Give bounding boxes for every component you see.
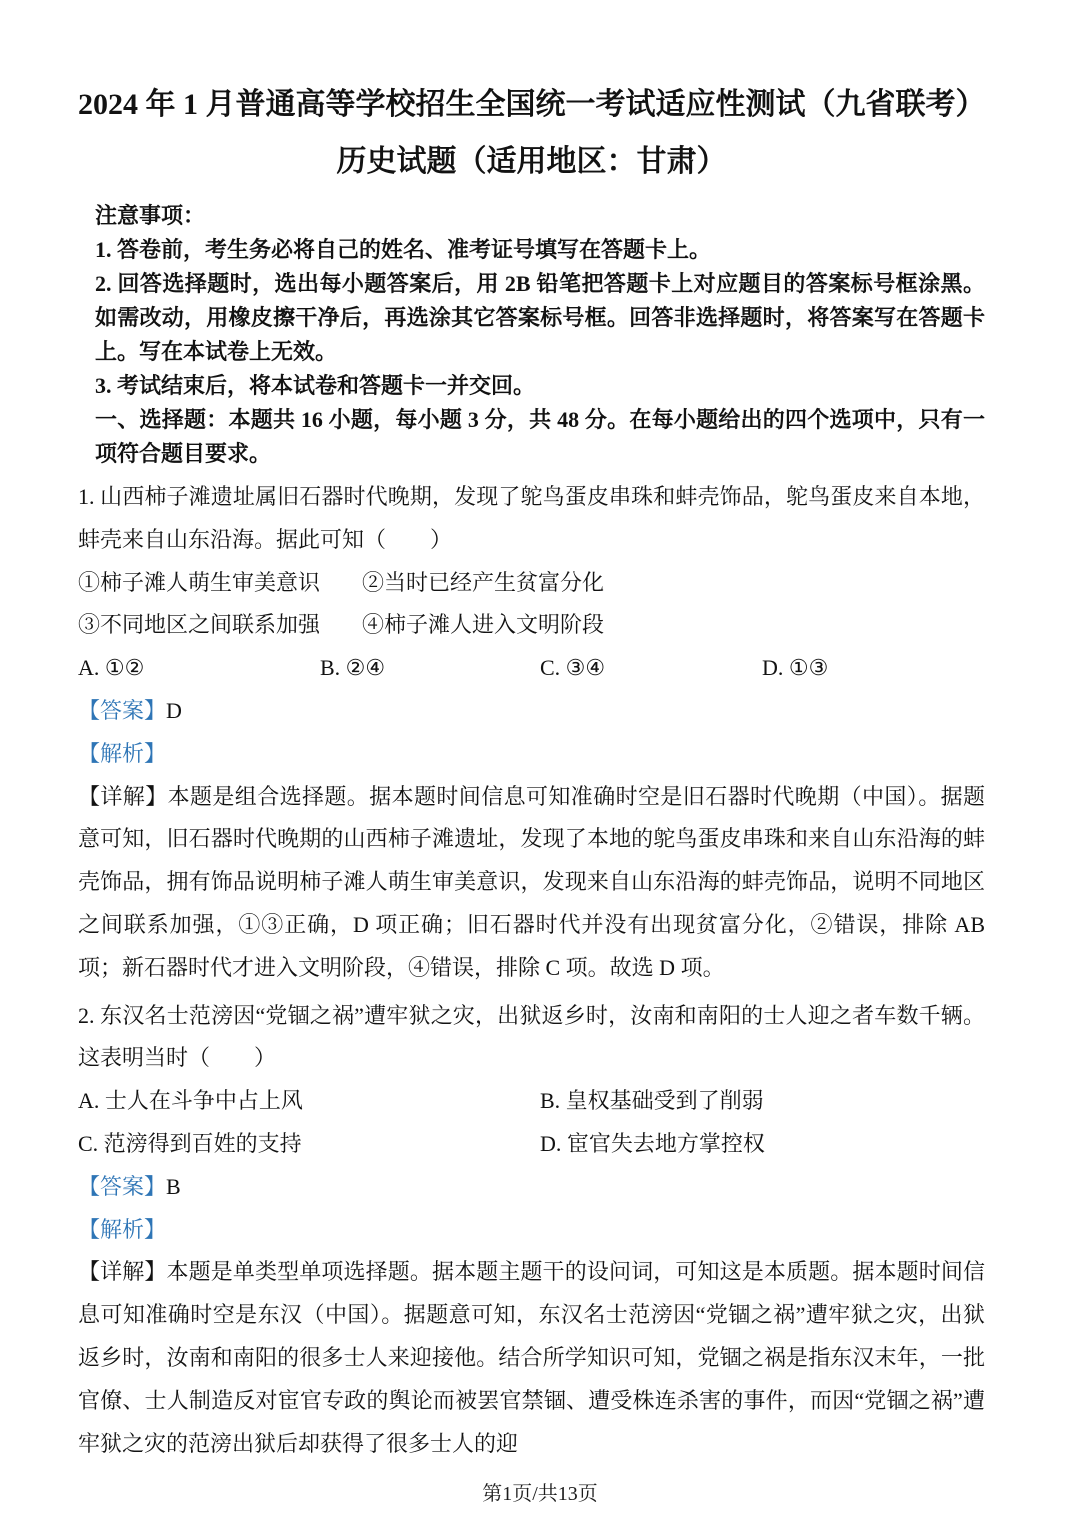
question-2 [78, 995, 985, 1466]
question-2-detail: 【详解】本题是单类型单项选择题。据本题主题干的设问词，可知这是本质题。据本题时间信息可知准确时空是东汉（中国）。据题意可知，东汉名士范滂因“党锢之祸”遭牢狱之灾，出狱返乡时，汝南和南阳的很多士人来迎接他。结合所学知识可知，党锢之祸是指东汉末年，一批官僚、士人制造反对宦官专政的舆论而被罢官禁锢、遭受株连杀害的事件，而因“党锢之祸”遭牢狱之灾的范滂出狱后却获得了很多士人的迎 [78, 1259, 985, 1456]
notice-item-2: 2. 回答选择题时，选出每小题答案后，用 2B 铅笔把答题卡上对应题目的答案标号框涂黑。如需改动，用橡皮擦干净后，再选涂其它答案标号框。回答非选择题时，将答案写在答题卡上。写在本试卷上无效。 [95, 271, 985, 364]
question-1-suboptions-row2 [78, 604, 985, 647]
question-2-answer-value: B [166, 1173, 181, 1199]
question-1-answer-label: 【答案】 [78, 697, 167, 723]
question-1-option-c: C. ③④ [540, 655, 606, 681]
question-1-options-row [78, 647, 985, 690]
question-2-options-row1 [78, 1080, 985, 1123]
question-1-detail: 【详解】本题是组合选择题。据本题时间信息可知准确时空是旧石器时代晚期（中国）。据题意可知，旧石器时代晚期的山西柿子滩遗址，发现了本地的鸵鸟蛋皮串珠和来自山东沿海的蚌壳饰品，拥有饰品说明柿子滩人萌生审美意识，发现来自山东沿海的蚌壳饰品，说明不同地区之间联系加强，①③正确，D 项正确；旧石器时代并没有出现贫富分化，②错误，排除 AB 项；新石器时代才进入文明阶段，④错误，排除 C 项。故选 D 项。 [78, 783, 985, 980]
question-1-option-a: A. ①② [78, 655, 145, 681]
question-1-analysis-label: 【解析】 [78, 740, 167, 766]
exam-title-line2: 历史试题（适用地区：甘肃） [336, 145, 727, 178]
question-1-suboption-4: ④柿子滩人进入文明阶段 [362, 612, 605, 638]
question-1-suboption-1: ①柿子滩人萌生审美意识 [78, 569, 321, 595]
notice-section [78, 199, 985, 471]
question-1-stem: 1. 山西柿子滩遗址属旧石器时代晚期，发现了鸵鸟蛋皮串珠和蚌壳饰品，鸵鸟蛋皮来自本地，蚌壳来自山东沿海。据此可知（ ） [78, 484, 985, 552]
question-1-option-d: D. ①③ [762, 655, 829, 681]
notice-item-3: 3. 考试结束后，将本试卷和答题卡一并交回。 [95, 373, 536, 398]
questions-area [78, 476, 985, 1465]
page-number-indicator: 第1页/共13页 [482, 1483, 598, 1505]
question-1 [78, 476, 985, 990]
question-2-option-d: D. 宦官失去地方掌控权 [540, 1130, 765, 1156]
notice-heading: 注意事项： [95, 203, 206, 228]
exam-title-line1: 2024 年 1 月普通高等学校招生全国统一考试适应性测试（九省联考） [78, 88, 986, 121]
question-2-answer-row [78, 1166, 985, 1209]
question-2-option-a: A. 士人在斗争中占上风 [78, 1088, 303, 1114]
question-1-answer-value: D [166, 697, 182, 723]
question-1-option-b: B. ②④ [320, 655, 386, 681]
section-heading: 一、选择题：本题共 16 小题，每小题 3 分，共 48 分。在每小题给出的四个选项中，只有一项符合题目要求。 [95, 407, 985, 466]
question-1-suboption-3: ③不同地区之间联系加强 [78, 612, 321, 638]
question-2-options-row2 [78, 1123, 985, 1166]
question-2-answer-label: 【答案】 [78, 1173, 167, 1199]
question-2-option-b: B. 皇权基础受到了削弱 [540, 1088, 764, 1114]
question-1-answer-row [78, 690, 985, 733]
question-1-suboptions-row1 [78, 562, 985, 605]
question-2-analysis-label: 【解析】 [78, 1216, 167, 1242]
question-2-option-c: C. 范滂得到百姓的支持 [78, 1130, 302, 1156]
question-2-stem: 2. 东汉名士范滂因“党锢之祸”遭牢狱之灾，出狱返乡时，汝南和南阳的士人迎之者车数千辆。这表明当时（ ） [78, 1002, 985, 1071]
question-1-suboption-2: ②当时已经产生贫富分化 [362, 569, 605, 595]
notice-item-1: 1. 答卷前，考生务必将自己的姓名、准考证号填写在答题卡上。 [95, 237, 712, 262]
